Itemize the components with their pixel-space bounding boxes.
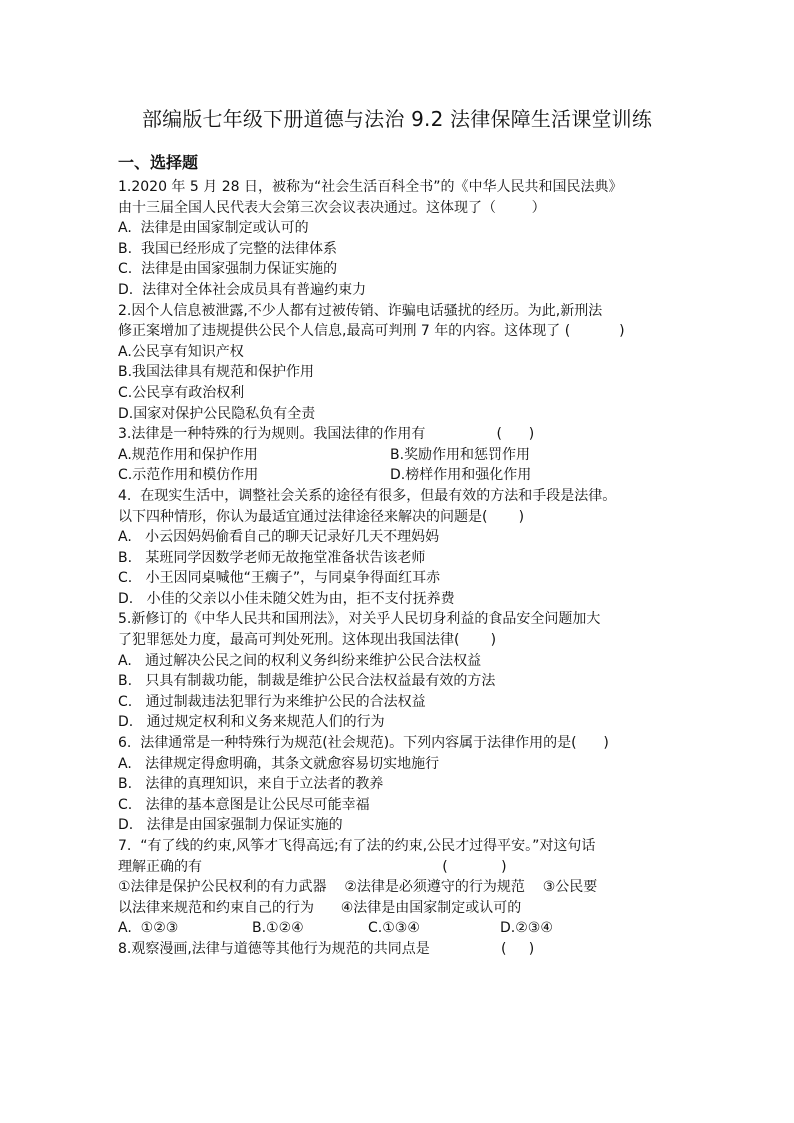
question-2-stem-line-1: 2.因个人信息被泄露,不少人都有过被传销、诈骗电话骚扰的经历。为此,新刑法 <box>118 302 603 319</box>
question-5-option-a: A. 通过解决公民之间的权利义务纠纷来维护公民合法权益 <box>118 652 482 669</box>
question-list <box>118 177 684 960</box>
question-2-stem-line-2: 修正案增加了违规提供公民个人信息,最高可判刑 7 年的内容。这体现了 ( ) <box>118 323 625 340</box>
question-7-stem-line-2: 理解正确的有 ( ) <box>118 858 507 875</box>
question-4-option-b: B. 某班同学因数学老师无故拖堂准备状告该老师 <box>118 549 426 566</box>
question-6-option-d: D. 法律是由国家强制力保证实施的 <box>118 817 343 834</box>
question-6-stem: 6. 法律通常是一种特殊行为规范(社会规范)。下列内容属于法律作用的是( ) <box>118 735 609 752</box>
question-7-options-row <box>118 918 684 939</box>
question-3-option-b: B.奖励作用和惩罚作用 <box>390 446 531 463</box>
question-5-option-c: C. 通过制裁违法犯罪行为来维护公民的合法权益 <box>118 693 426 710</box>
question-7-option-b: B.①②④ <box>252 920 304 937</box>
question-7-statements-line-2: 以法律来规范和约束自己的行为 ④法律是由国家制定或认可的 <box>118 899 522 916</box>
question-5-stem-line-1: 5.新修订的《中华人民共和国刑法》，对关乎人民切身利益的食品安全问题加大 <box>118 611 601 628</box>
question-1-option-d: D. 法律对全体社会成员具有普遍约束力 <box>118 281 367 298</box>
question-4-stem-line-1: 4. 在现实生活中，调整社会关系的途径有很多，但最有效的方法和手段是法律。 <box>118 487 617 504</box>
question-1-stem-line-1: 1.2020 年 5 月 28 日，被称为“社会生活百科全书”的《中华人民共和国民法典》 <box>118 179 623 195</box>
question-1-option-a: A. 法律是由国家制定或认可的 <box>118 220 309 237</box>
question-3-options-row-2 <box>118 465 684 486</box>
question-1-option-c: C. 法律是由国家强制力保证实施的 <box>118 261 338 278</box>
question-4-option-d: D. 小佳的父亲以小佳未随父姓为由，拒不支付抚养费 <box>118 590 455 607</box>
question-5-option-b: B. 只具有制裁功能，制裁是维护公民合法权益最有效的方法 <box>118 673 496 690</box>
question-6-option-a: A. 法律规定得愈明确，其条文就愈容易切实地施行 <box>118 755 440 772</box>
question-4-option-a: A. 小云因妈妈偷看自己的聊天记录好几天不理妈妈 <box>118 529 440 546</box>
question-7-statements-line-1: ①法律是保护公民权利的有力武器 ②法律是必须遵守的行为规范 ③公民要 <box>118 879 598 896</box>
question-7-option-a: A. ①②③ <box>118 920 179 937</box>
question-7-option-c: C.①③④ <box>368 920 420 937</box>
question-8-stem: 8.观察漫画,法律与道德等其他行为规范的共同点是 ( ) <box>118 940 535 957</box>
question-6-option-c: C. 法律的基本意图是让公民尽可能幸福 <box>118 796 370 813</box>
question-4-option-c: C. 小王因同桌喊他“王瘸子”，与同桌争得面红耳赤 <box>118 570 441 587</box>
question-2-option-c: C.公民享有政治权利 <box>118 384 245 401</box>
question-3-stem: 3.法律是一种特殊的行为规则。我国法律的作用有 ( ) <box>118 426 535 443</box>
question-5-stem-line-2: 了犯罪惩处力度，最高可判处死刑。这体现出我国法律( ) <box>118 632 497 649</box>
question-7-option-d: D.②③④ <box>500 920 553 937</box>
question-7-stem-line-1: 7. “有了线的约束,风筝才飞得高远;有了法的约束,公民才过得平安。”对这句话 <box>118 838 596 854</box>
question-3-options-row-1 <box>118 445 684 466</box>
document-title: 部编版七年级下册道德与法治 9.2 法律保障生活课堂训练 <box>141 107 653 131</box>
question-5-option-d: D. 通过规定权利和义务来规范人们的行为 <box>118 714 385 731</box>
question-6-option-b: B. 法律的真理知识，来自于立法者的教养 <box>118 776 384 793</box>
question-2-option-a: A.公民享有知识产权 <box>118 343 244 360</box>
question-3-option-d: D.榜样作用和强化作用 <box>390 467 532 484</box>
question-3-option-a: A.规范作用和保护作用 <box>118 446 258 463</box>
question-4-stem-line-2: 以下四种情形，你认为最适宜通过法律途径来解决的问题是( ) <box>118 508 525 525</box>
question-3-option-c: C.示范作用和模仿作用 <box>118 467 259 484</box>
question-1-option-b: B. 我国已经形成了完整的法律体系 <box>118 240 337 257</box>
question-2-option-d: D.国家对保护公民隐私负有全责 <box>118 405 316 422</box>
question-2-option-b: B.我国法律具有规范和保护作用 <box>118 364 315 381</box>
question-1-stem-line-2: 由十三届全国人民代表大会第三次会议表决通过。这体现了（ ） <box>118 199 546 216</box>
section-heading: 一、选择题 <box>118 153 199 172</box>
